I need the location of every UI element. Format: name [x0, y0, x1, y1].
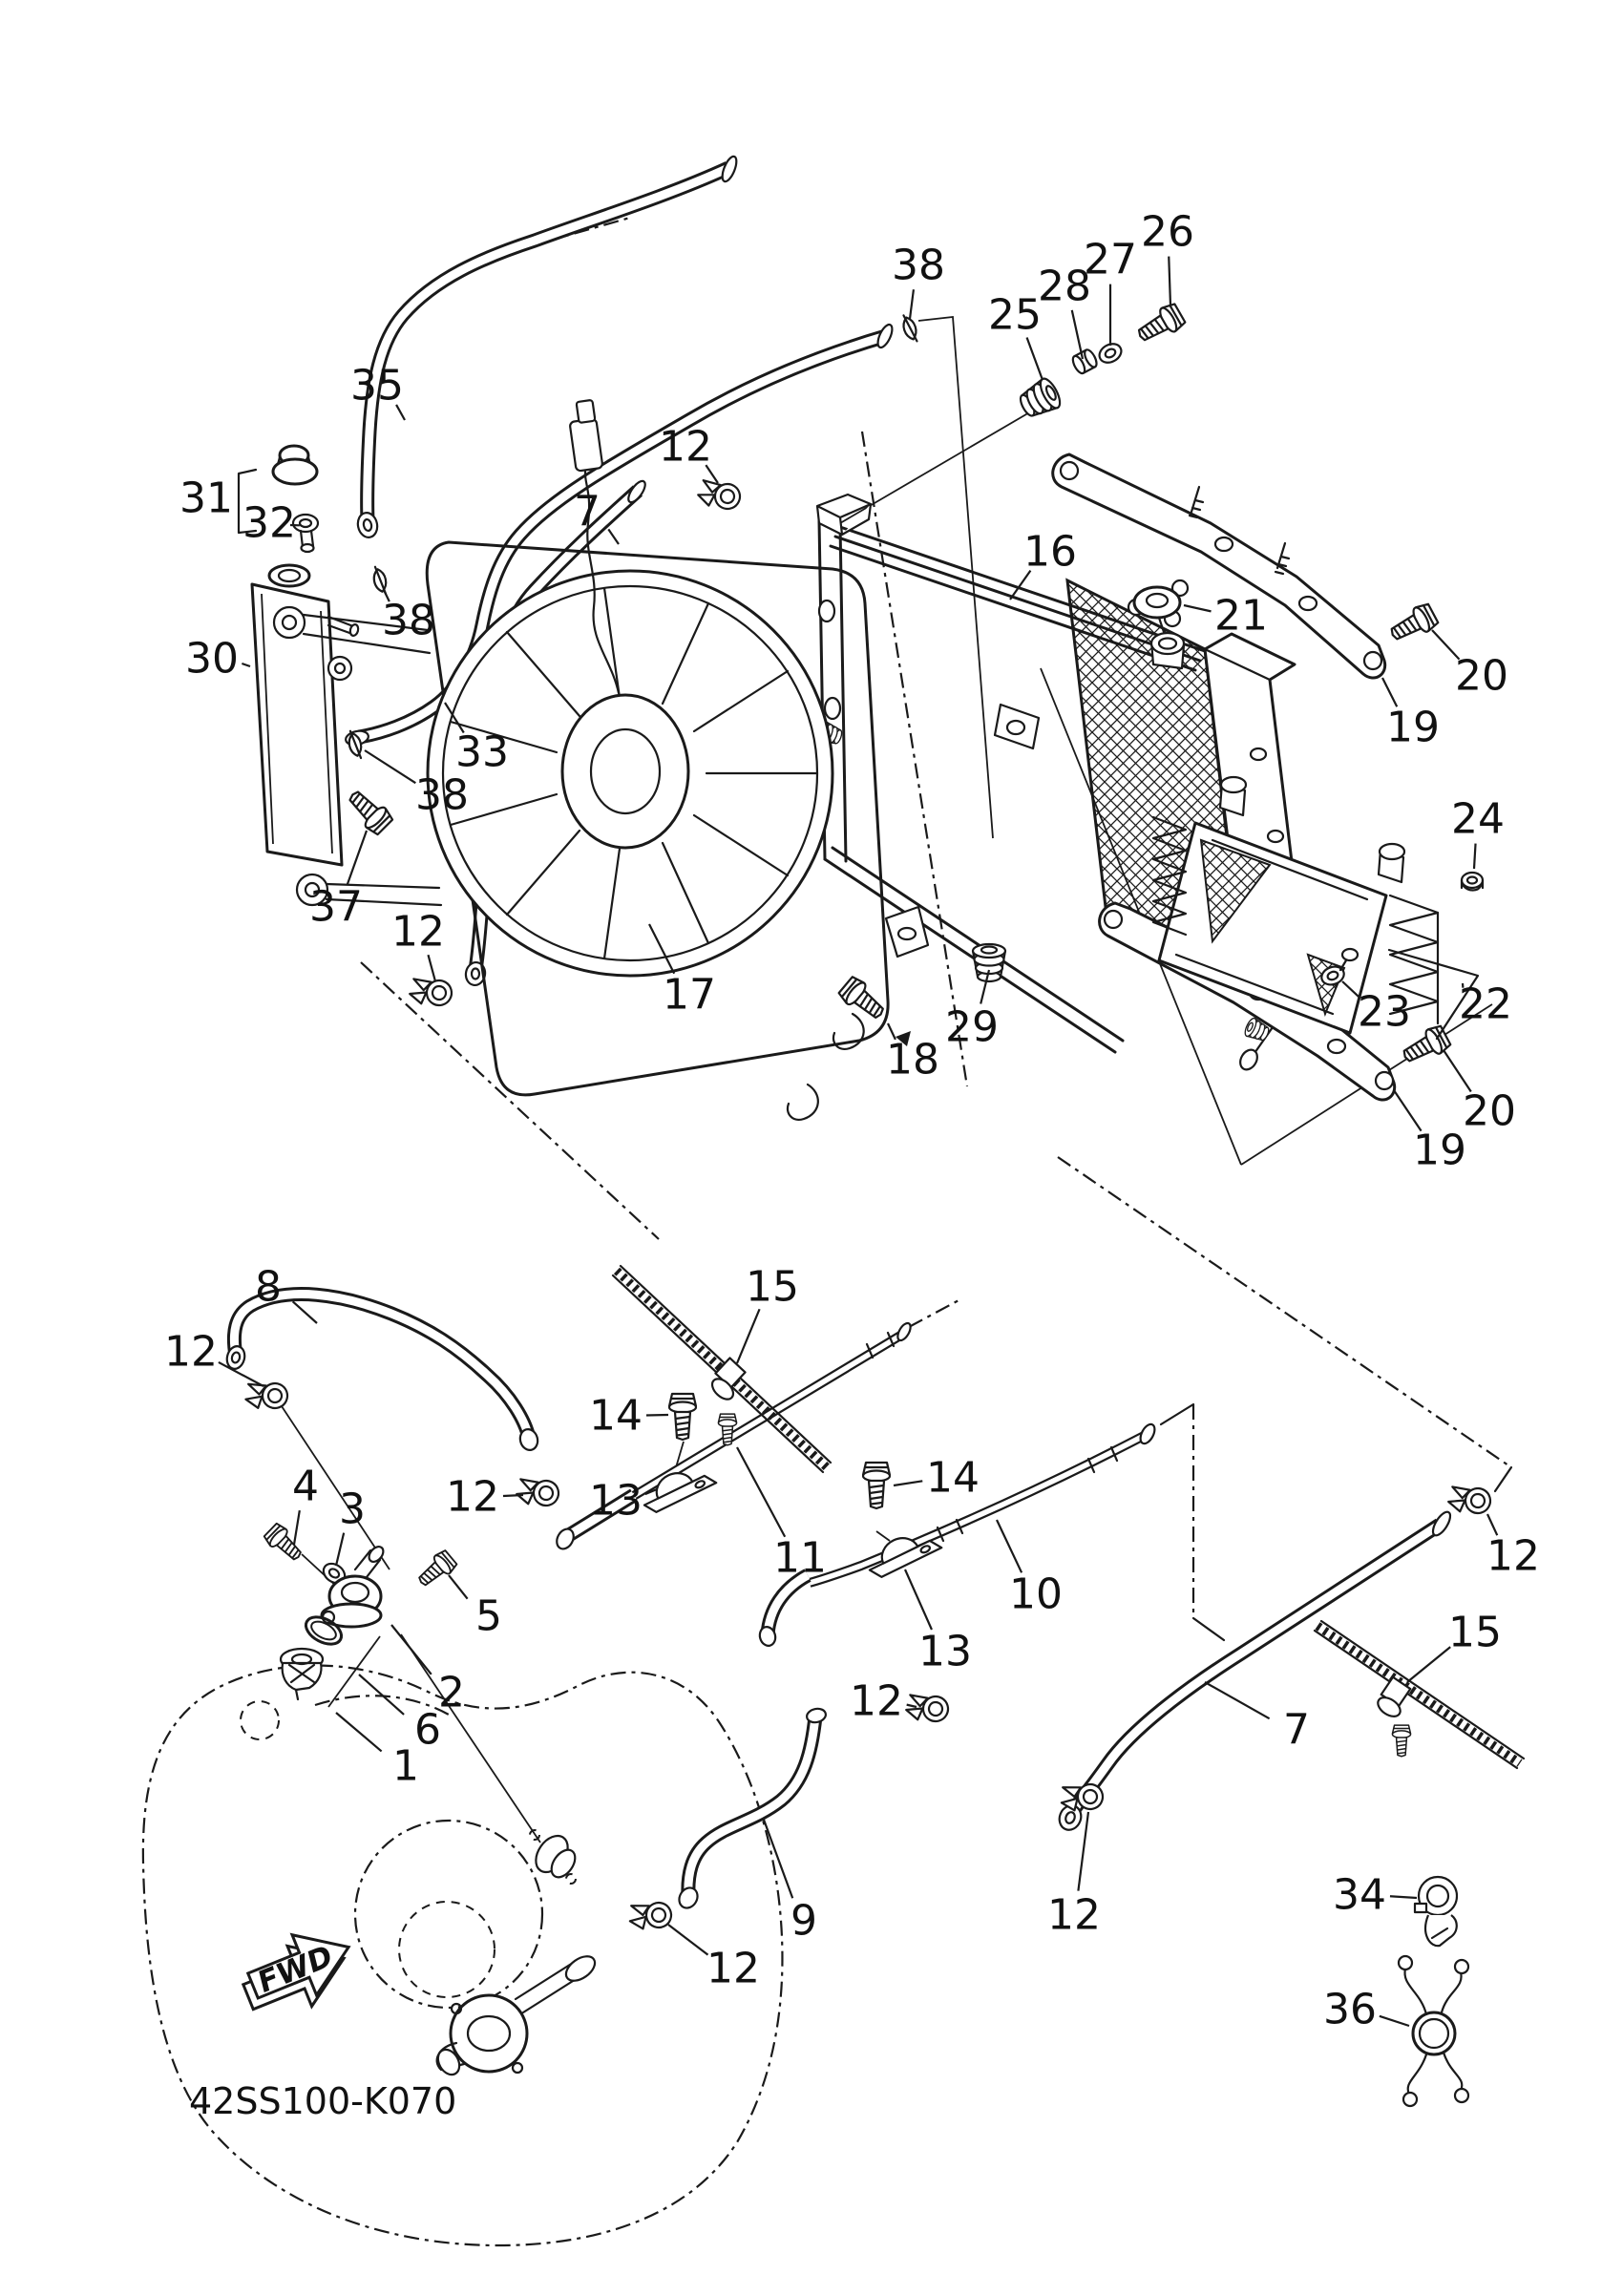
callout-6: 6: [414, 1705, 441, 1755]
leader-line-36: [1380, 2016, 1409, 2026]
callout-12: 12: [1047, 1890, 1101, 1940]
leader-line-10: [997, 1520, 1022, 1572]
leader-line-12: [503, 1495, 523, 1496]
thermostat-1: [281, 1649, 323, 1699]
reservoir-grommet-32: [293, 515, 318, 552]
callout-5: 5: [475, 1591, 502, 1641]
leader-line-7: [608, 529, 619, 544]
callout-13: 13: [589, 1476, 643, 1526]
callout-14: 14: [589, 1391, 643, 1441]
callout-33: 33: [455, 727, 509, 777]
leader-line-7: [1205, 1682, 1270, 1718]
drawing-code: 42SS100-K070: [189, 2080, 457, 2122]
thermostat-housing-2: [322, 1544, 386, 1627]
bolt-5: [414, 1548, 459, 1590]
hose-clamp-12g: [1445, 1478, 1493, 1520]
leader-line-3: [336, 1533, 344, 1566]
leader-line-5: [449, 1575, 468, 1599]
callout-7: 7: [574, 487, 601, 537]
clip-38b: [371, 565, 389, 596]
callout-9: 9: [790, 1896, 817, 1946]
leader-line-12: [907, 1705, 917, 1707]
leader-line-13: [905, 1569, 932, 1630]
leader-line-28: [1072, 310, 1083, 359]
water-pump: [433, 1951, 599, 2078]
leader-line-8: [293, 1301, 317, 1323]
callout-19: 19: [1386, 703, 1440, 752]
leader-line-26: [1169, 257, 1170, 305]
reservoir-cap-31: [273, 446, 317, 484]
leader-line-2: [391, 1625, 432, 1675]
hose-clamp-12e: [903, 1686, 951, 1728]
callout-10: 10: [1009, 1569, 1063, 1619]
leader-line-6: [359, 1675, 404, 1715]
callout-38: 38: [415, 770, 469, 820]
callout-12: 12: [164, 1327, 218, 1377]
bolt-18: [837, 975, 890, 1024]
callout-26: 26: [1141, 207, 1194, 257]
callout-28: 28: [1038, 262, 1091, 311]
callout-38: 38: [892, 241, 945, 290]
bolt-14-right: [863, 1463, 890, 1508]
leader-line-12: [428, 955, 435, 981]
leader-line-20: [1444, 1050, 1471, 1092]
callout-13: 13: [918, 1627, 972, 1676]
bolt-26: [1133, 302, 1187, 348]
bolt-20-upper: [1386, 601, 1440, 646]
bolt-14-left: [669, 1394, 696, 1440]
callout-24: 24: [1451, 794, 1505, 844]
callout-8: 8: [255, 1262, 282, 1312]
callout-34: 34: [1333, 1870, 1386, 1920]
leader-line-15: [1407, 1647, 1450, 1682]
leader-line-21: [1184, 605, 1212, 611]
bolt-4: [263, 1522, 306, 1565]
callout-12: 12: [446, 1472, 499, 1522]
callout-22: 22: [1459, 979, 1512, 1029]
leader-line-14: [646, 1415, 668, 1416]
callout-29: 29: [945, 1002, 999, 1052]
hose-clamp-12f: [624, 1891, 675, 1938]
callout-37: 37: [309, 882, 363, 932]
hose-clamp-12b: [407, 970, 454, 1012]
leader-line-9: [764, 1820, 792, 1898]
callout-38: 38: [382, 596, 435, 645]
damper-29: [973, 944, 1005, 981]
callout-19: 19: [1413, 1126, 1466, 1175]
leader-line-19: [1394, 1090, 1422, 1131]
hose-clamp-12d: [514, 1470, 561, 1512]
leader-line-25: [1027, 338, 1043, 380]
callout-11: 11: [773, 1533, 827, 1583]
hose-8: [224, 1295, 539, 1452]
leader-line-11: [737, 1447, 785, 1537]
leader-line-15: [737, 1309, 760, 1363]
grommet-25: [1016, 376, 1064, 422]
leader-line-4: [294, 1510, 300, 1545]
callout-18: 18: [886, 1035, 939, 1085]
engine-outline: [143, 1665, 783, 2245]
callout-12: 12: [391, 907, 445, 957]
callout-15: 15: [746, 1262, 799, 1312]
callout-4: 4: [292, 1462, 319, 1511]
holder-13-right: [862, 1523, 941, 1580]
callout-3: 3: [339, 1485, 366, 1534]
callout-31: 31: [179, 474, 233, 523]
callout-20: 20: [1463, 1086, 1516, 1136]
wire-holder-34: [1415, 1877, 1457, 1946]
leader-line-38: [365, 750, 415, 783]
leader-line-38: [910, 289, 914, 319]
leader-line-24: [1474, 844, 1476, 869]
callout-30: 30: [185, 634, 239, 684]
callout-21: 21: [1214, 591, 1268, 641]
hose-35: [356, 155, 740, 539]
hose-9: [676, 1707, 828, 1911]
callout-12: 12: [1486, 1531, 1540, 1581]
leader-line-12: [668, 1925, 707, 1955]
callout-12: 12: [850, 1676, 903, 1726]
callout-15: 15: [1448, 1608, 1502, 1657]
nut-24: [1462, 873, 1483, 891]
callout-1: 1: [392, 1741, 419, 1791]
callout-12: 12: [706, 1944, 760, 1993]
reservoir-tank: [252, 565, 359, 865]
callout-20: 20: [1455, 651, 1508, 701]
callout-27: 27: [1084, 235, 1137, 284]
hose-clamp-12a: [696, 474, 742, 514]
spring-clip-36: [1399, 1956, 1468, 2106]
leader-line-14: [894, 1481, 922, 1485]
leader-line-30: [242, 664, 250, 666]
leader-line-34: [1390, 1896, 1417, 1898]
callout-23: 23: [1358, 987, 1411, 1037]
leader-line-37: [348, 831, 367, 884]
bolt-37: [343, 785, 394, 836]
callout-36: 36: [1323, 1985, 1377, 2034]
fwd-arrow: [233, 1917, 364, 2027]
leader-line-1: [336, 1713, 382, 1751]
callout-2: 2: [438, 1668, 465, 1717]
callout-17: 17: [663, 970, 716, 1020]
callout-16: 16: [1023, 527, 1077, 577]
callout-12: 12: [659, 422, 712, 472]
callout-35: 35: [350, 361, 404, 411]
callout-25: 25: [988, 290, 1042, 340]
fwd-label: FWD: [255, 1938, 336, 2001]
callout-14: 14: [926, 1453, 980, 1503]
collar-28: [1070, 348, 1099, 374]
callout-32: 32: [242, 498, 296, 548]
radiator-filler-neck: [1151, 633, 1184, 668]
callout-7: 7: [1283, 1705, 1310, 1755]
